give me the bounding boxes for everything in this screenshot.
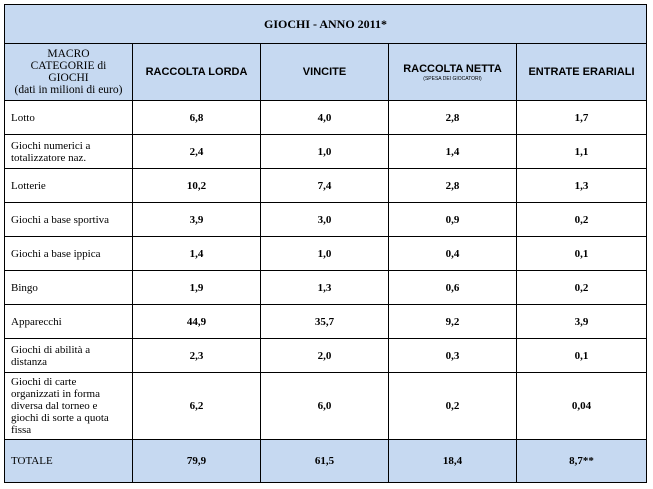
row-category-line: organizzati in forma (11, 388, 100, 400)
row-value: 2,0 (261, 339, 389, 373)
header-col-2 (261, 44, 389, 101)
header-category-line: MACRO (47, 48, 90, 60)
row-category-line: Giochi di abilità a (11, 343, 91, 356)
row-value: 1,4 (389, 135, 517, 169)
row-value: 0,9 (389, 203, 517, 237)
row-value: 3,9 (133, 203, 261, 237)
row-value: 9,2 (389, 305, 517, 339)
games-table (4, 4, 647, 483)
row-value: 35,7 (261, 305, 389, 339)
row-category-line: Lotterie (11, 179, 46, 192)
header-col-3 (389, 44, 517, 101)
row-category (5, 373, 133, 440)
row-category (5, 135, 133, 169)
header-row (5, 44, 647, 101)
header-col-label: RACCOLTA LORDA (145, 66, 248, 78)
row-category-line: totalizzatore naz. (11, 151, 87, 164)
row-value: 1,0 (261, 237, 389, 271)
row-category (5, 339, 133, 373)
row-category (5, 271, 133, 305)
row-value: 0,2 (517, 203, 647, 237)
row-value: 1,3 (517, 169, 647, 203)
row-category (5, 305, 133, 339)
table-row (5, 373, 647, 440)
table-row (5, 339, 647, 373)
row-value: 3,9 (517, 305, 647, 339)
header-col-label: ENTRATE ERARIALI (528, 66, 635, 78)
row-value: 1,0 (261, 135, 389, 169)
row-category (5, 237, 133, 271)
table-row (5, 237, 647, 271)
row-value: 0,6 (389, 271, 517, 305)
row-value: 7,4 (261, 169, 389, 203)
row-value: 6,0 (261, 373, 389, 440)
row-value: 0,2 (389, 373, 517, 440)
header-category-line: CATEGORIE di (30, 60, 107, 72)
row-value: 2,3 (133, 339, 261, 373)
row-value: 0,3 (389, 339, 517, 373)
total-label: TOTALE (5, 440, 133, 483)
row-category (5, 101, 133, 135)
header-col-label: VINCITE (302, 66, 347, 78)
row-value: 2,8 (389, 101, 517, 135)
row-value: 2,4 (133, 135, 261, 169)
row-category-line: Giochi a base sportiva (11, 213, 110, 226)
row-value: 0,1 (517, 339, 647, 373)
row-category (5, 203, 133, 237)
table-row (5, 305, 647, 339)
table-row (5, 271, 647, 305)
row-category (5, 169, 133, 203)
row-value: 0,4 (389, 237, 517, 271)
row-category-line: Giochi di carte (11, 376, 77, 388)
table-row (5, 101, 647, 135)
header-category-line: GIOCHI (48, 72, 89, 84)
header-col-1 (133, 44, 261, 101)
header-col-sublabel: (SPESA DEI GIOCATORI) (423, 75, 482, 82)
total-row (5, 440, 647, 483)
table-row (5, 203, 647, 237)
header-category-line: (dati in milioni di euro) (14, 84, 123, 96)
header-col-label: RACCOLTA NETTA (403, 62, 502, 75)
header-category (5, 44, 133, 101)
row-value: 1,4 (133, 237, 261, 271)
row-category-line: distanza (11, 355, 48, 368)
row-value: 0,2 (517, 271, 647, 305)
row-value: 1,7 (517, 101, 647, 135)
row-category-line: Giochi numerici a (11, 139, 91, 152)
row-value: 6,8 (133, 101, 261, 135)
row-value: 2,8 (389, 169, 517, 203)
title-row (5, 5, 647, 44)
row-value: 44,9 (133, 305, 261, 339)
row-category-line: Bingo (11, 281, 38, 294)
total-value: 8,7** (517, 440, 647, 483)
total-value: 79,9 (133, 440, 261, 483)
row-category-line: fissa (11, 424, 32, 436)
row-value: 0,1 (517, 237, 647, 271)
row-category-line: giochi di sorte a quota (11, 412, 109, 424)
total-value: 18,4 (389, 440, 517, 483)
table-row (5, 169, 647, 203)
total-value: 61,5 (261, 440, 389, 483)
row-category-line: diversa dal torneo e (11, 400, 98, 412)
games-table-container (4, 4, 646, 483)
row-value: 10,2 (133, 169, 261, 203)
row-category-line: Giochi a base ippica (11, 247, 101, 260)
row-value: 4,0 (261, 101, 389, 135)
table-row (5, 135, 647, 169)
header-col-4 (517, 44, 647, 101)
row-value: 1,9 (133, 271, 261, 305)
row-value: 3,0 (261, 203, 389, 237)
row-category-line: Apparecchi (11, 315, 62, 328)
table-title: GIOCHI - ANNO 2011* (5, 5, 647, 44)
row-value: 0,04 (517, 373, 647, 440)
row-value: 6,2 (133, 373, 261, 440)
row-category-line: Lotto (11, 111, 35, 124)
row-value: 1,3 (261, 271, 389, 305)
row-value: 1,1 (517, 135, 647, 169)
